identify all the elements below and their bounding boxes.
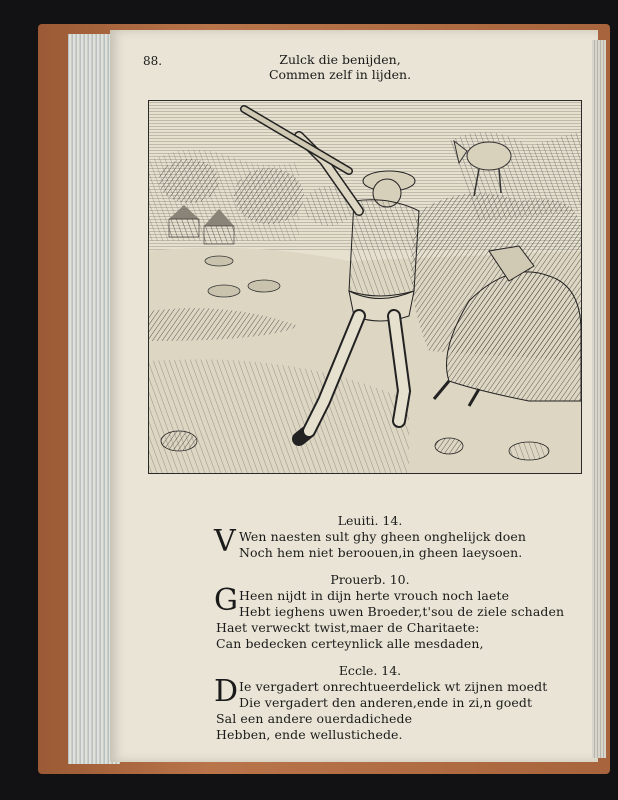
engraving-man-beating-wolf-icon	[149, 101, 581, 473]
verse-line: Die vergadert den anderen,ende in zi,n goedt	[239, 695, 533, 710]
verse-line: Hebben, ende wellustichede.	[216, 727, 403, 742]
drop-cap: V	[214, 524, 236, 559]
verse-line: Hebt ieghens uwen Broeder,t'sou de ziele schaden	[239, 604, 565, 619]
passage-reference: Leuiti. 14.	[337, 513, 403, 528]
verse-line: Can bedecken certeynlick alle mesdaden,	[216, 636, 484, 651]
engraving-illustration	[148, 100, 582, 474]
drop-cap: G	[214, 583, 238, 618]
passage-reference: Eccle. 14.	[338, 663, 402, 678]
page-heading-line1: Zulck die benijden,	[279, 52, 401, 67]
verse-line: Noch hem niet beroouen,in gheen laeysoen.	[239, 545, 523, 560]
verse-line: Wen naesten sult ghy gheen onghelijck doen	[239, 529, 527, 544]
verse-line: Ie vergadert onrechtueerdelick wt zijnen moedt	[239, 679, 548, 694]
page-edges-right	[592, 40, 606, 758]
passage-reference: Prouerb. 10.	[330, 572, 410, 587]
page-number: 88.	[143, 54, 163, 68]
drop-cap: D	[214, 674, 239, 709]
verse-line: Sal een andere ouerdadichede	[216, 711, 413, 726]
page-heading-line2: Commen zelf in lijden.	[268, 67, 412, 82]
verse-line: Heen nijdt in dijn herte vrouch noch laete	[239, 588, 510, 603]
verse-line: Haet verweckt twist,maer de Charitaete:	[216, 620, 480, 635]
